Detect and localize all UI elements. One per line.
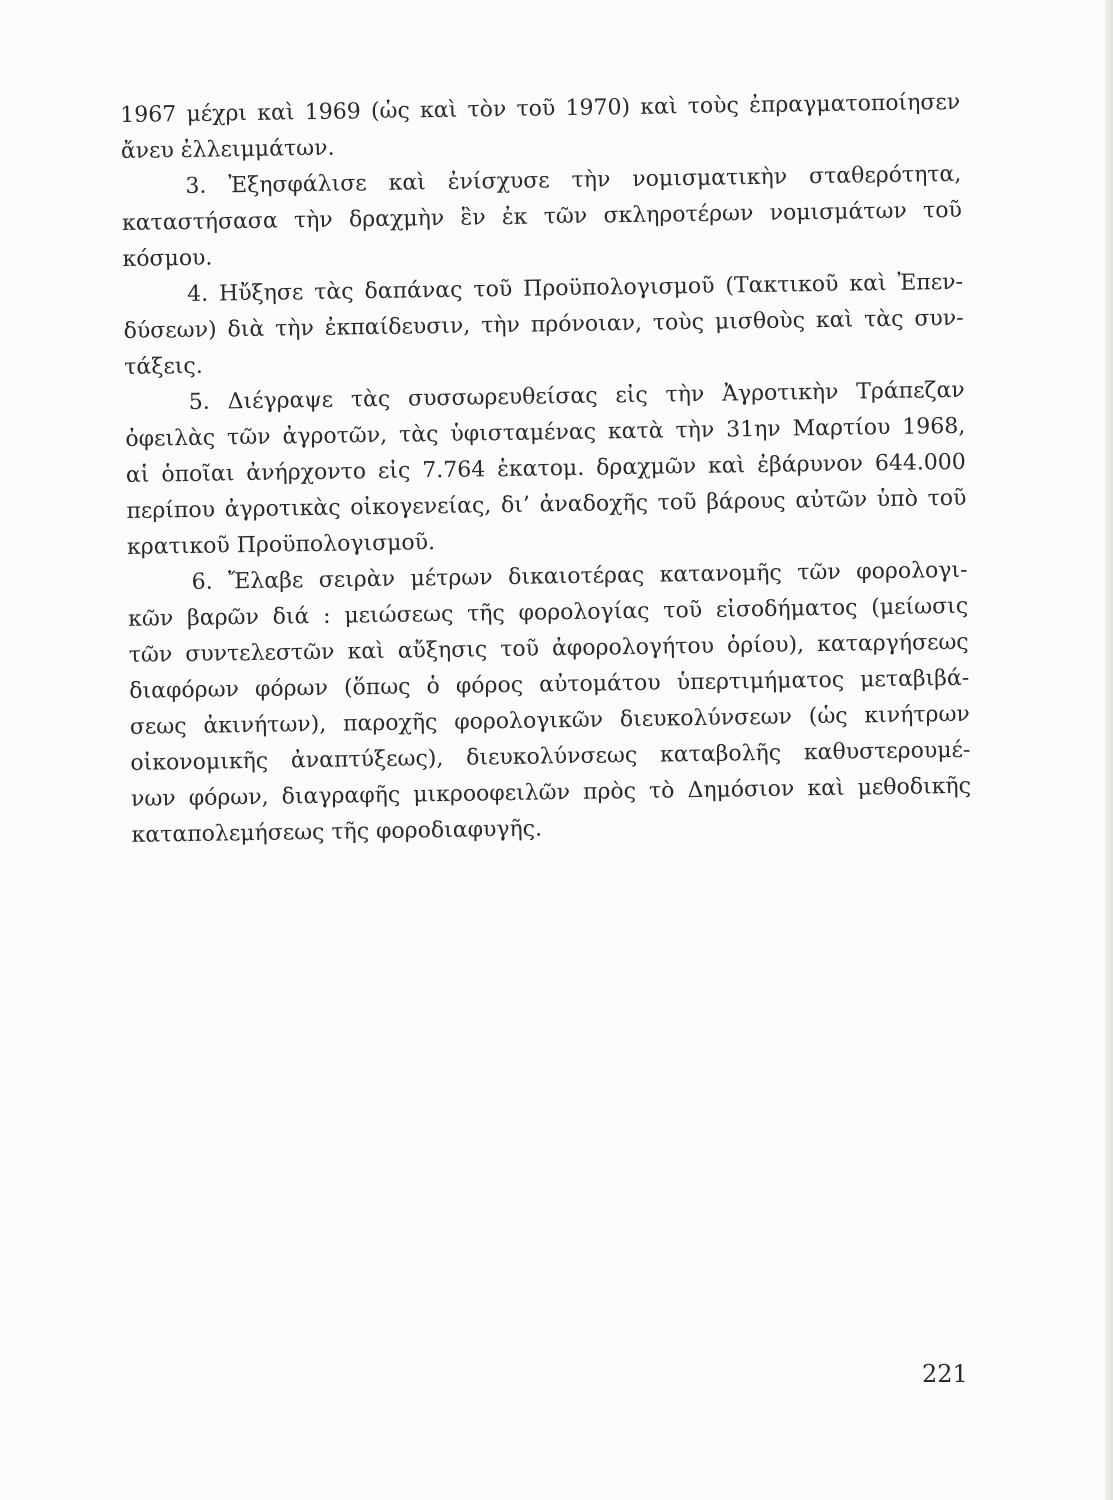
text-line: δύσεων) διὰ τὴν ἐκπαίδευσιν, τὴν πρόνοιαν, τοὺς μισθοὺς καὶ τὰς συν- [123, 305, 964, 344]
text-line: κρατικοῦ Προϋπολογισμοῦ. [126, 530, 436, 560]
text-line: αἱ ὁποῖαι ἀνήρχοντο εἰς 7.764 ἑκατομ. δραχμῶν καὶ ἐβάρυνον 644.000 [125, 449, 967, 488]
text-line: τῶν συντελεστῶν καὶ αὔξησις τοῦ ἀφορολογήτου ὁρίου), καταργήσεως [128, 629, 969, 668]
text-line: κῶν βαρῶν διά : μειώσεως τῆς φορολογίας τοῦ εἰσοδήματος (μείωσις [127, 593, 969, 632]
text-line: διαφόρων φόρων (ὅπως ὁ φόρος αὐτομάτου ὑπερτιμήματος μεταβιβά- [129, 665, 970, 704]
text-line: ὀφειλὰς τῶν ἀγροτῶν, τὰς ὑφισταμένας κατὰ τὴν 31ην Μαρτίου 1968, [125, 413, 966, 452]
text-line: 1967 μέχρι καὶ 1969 (ὡς καὶ τὸν τοῦ 1970) καὶ τοὺς ἐπραγματοποίησεν [120, 89, 961, 128]
text-line: περίπου ἀγροτικὰς οἰκογενείας, δι’ ἀναδοχῆς τοῦ βάρους αὐτῶν ὑπὸ τοῦ [126, 485, 967, 524]
text-line: οἰκονομικῆς ἀναπτύξεως), διευκολύνσεως καταβολῆς καθυστερουμέ- [130, 737, 971, 776]
text-line: καταστήσασα τὴν δραχμὴν ἓν ἐκ τῶν σκληροτέρων νομισμάτων τοῦ [121, 197, 963, 236]
text-line: 3. Ἐξησφάλισε καὶ ἐνίσχυσε τὴν νομισματικὴν σταθερότητα, [185, 161, 962, 199]
page-number: 221 [922, 1360, 968, 1388]
text-line: 4. Ηὔξησε τὰς δαπάνας τοῦ Προϋπολογισμοῦ (Τακτικοῦ καὶ Ἐπεν- [186, 269, 964, 307]
text-line: τάξεις. [124, 353, 203, 380]
body-text [120, 85, 972, 854]
text-line: νων φόρων, διαγραφῆς μικροοφειλῶν πρὸς τὸ Δημόσιον καὶ μεθοδικῆς [130, 773, 972, 812]
text-line: κόσμου. [122, 245, 213, 272]
text-line: καταπολεμήσεως τῆς φοροδιαφυγῆς. [131, 816, 543, 848]
text-line: 6. Ἔλαβε σειρὰν μέτρων δικαιοτέρας κατανομῆς τῶν φορολογι- [191, 557, 968, 595]
page-edge-shadow [1105, 0, 1113, 1500]
text-line: ἄνευ ἐλλειμμάτων. [120, 135, 335, 164]
text-line: 5. Διέγραψε τὰς συσσωρευθείσας εἰς τὴν Ἀγροτικὴν Τράπεζαν [188, 377, 965, 415]
text-line: σεως ἀκινήτων), παροχῆς φορολογικῶν διευκολύνσεων (ὡς κινήτρων [129, 701, 970, 740]
